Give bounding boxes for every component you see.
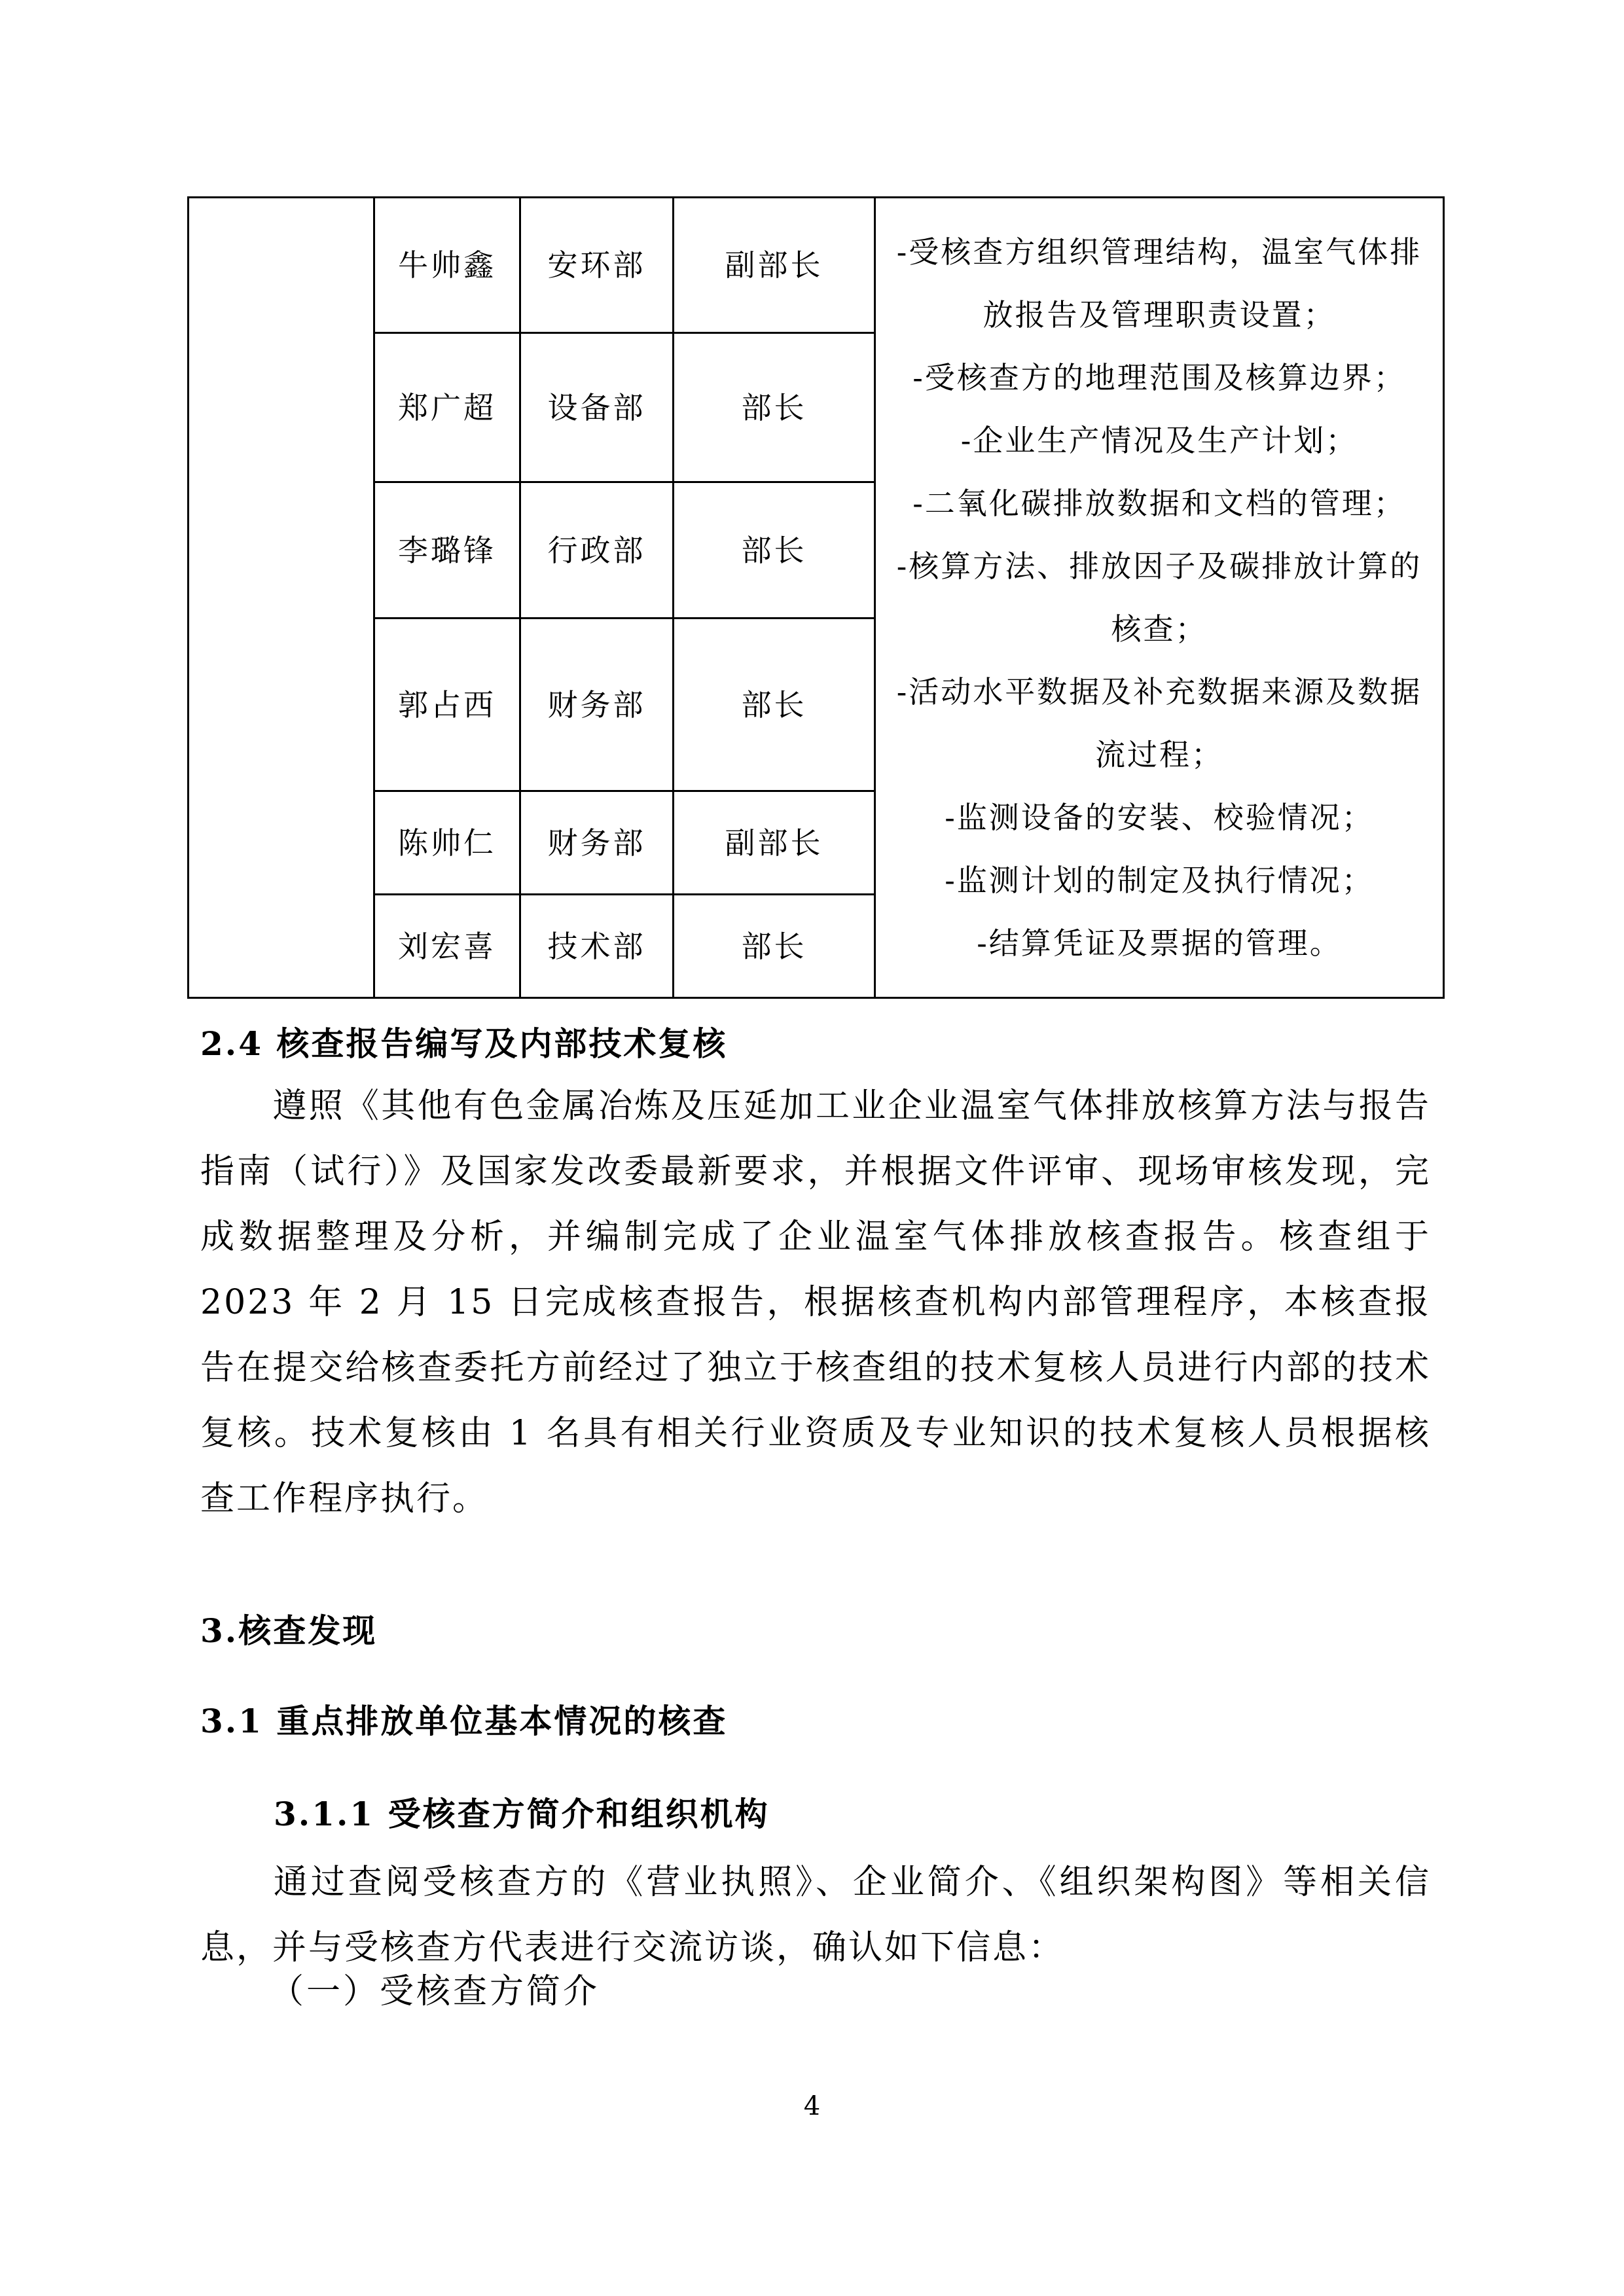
department-cell: 财务部	[520, 791, 674, 895]
content-line: -二氧化碳排放数据和文档的管理；	[912, 486, 1406, 521]
blank-role-cell	[189, 198, 374, 998]
name-cell: 李璐锋	[374, 482, 520, 619]
content-line: 流过程；	[1095, 737, 1223, 772]
name-cell: 郑广超	[374, 333, 520, 482]
content-line: -活动水平数据及补充数据来源及数据	[896, 674, 1422, 709]
content-line: -监测设备的安装、校验情况；	[945, 800, 1374, 835]
section-heading-3: 3.核查发现	[200, 1611, 378, 1650]
content-line: -受核查方组织管理结构，温室气体排	[896, 234, 1422, 270]
department-cell: 安环部	[520, 198, 674, 333]
position-cell: 部长	[674, 619, 875, 791]
name-cell: 牛帅鑫	[374, 198, 520, 333]
position-cell: 副部长	[674, 198, 875, 333]
section-2-4-paragraph	[200, 1073, 1431, 1532]
name-cell: 郭占西	[374, 619, 520, 791]
section-heading-3-1: 3.1 重点排放单位基本情况的核查	[200, 1702, 728, 1740]
name-cell: 刘宏喜	[374, 895, 520, 998]
position-cell: 部长	[674, 482, 875, 619]
audit-content-cell	[875, 198, 1444, 998]
department-cell: 技术部	[520, 895, 674, 998]
department-cell: 设备部	[520, 333, 674, 482]
position-cell: 副部长	[674, 791, 875, 895]
staff-table	[187, 196, 1445, 999]
position-cell: 部长	[674, 895, 875, 998]
content-line: 放报告及管理职责设置；	[983, 297, 1336, 332]
section-heading-2-4: 2.4 核查报告编写及内部技术复核	[200, 1024, 728, 1063]
paragraph-text: 遵照《其他有色金属冶炼及压延加工业企业温室气体排放核算方法与报告指南（试行）》及国家发改委最新要求，并根据文件评审、现场审核发现，完成数据整理及分析，并编制完成了企业温室气体排放核查报告。核查组于 2023 年 2 月 15 日完成核查报告，根据核查机构内部管理程序，本核查报告在提交给核查委托方前经过了独立于核查组的技术复核人员进行内部的技术复核。技术复核由 1 名具有相关行业资质及专业知识的技术复核人员根据核查工作程序执行。	[200, 1086, 1431, 1518]
content-line: -核算方法、排放因子及碳排放计算的	[896, 548, 1422, 584]
content-line: -企业生产情况及生产计划；	[960, 423, 1358, 458]
content-line: -监测计划的制定及执行情况；	[945, 863, 1374, 898]
position-cell: 部长	[674, 333, 875, 482]
content-line: -受核查方的地理范围及核算边界；	[912, 360, 1406, 395]
content-line: -结算凭证及票据的管理。	[977, 925, 1342, 961]
page-number: 4	[803, 2091, 821, 2121]
name-cell: 陈帅仁	[374, 791, 520, 895]
department-cell: 行政部	[520, 482, 674, 619]
department-cell: 财务部	[520, 619, 674, 791]
subsection-heading: （一）受核查方简介	[270, 1972, 600, 2011]
section-3-1-1-paragraph	[200, 1850, 1431, 1981]
content-line: 核查；	[1111, 611, 1208, 647]
section-heading-3-1-1: 3.1.1 受核查方简介和组织机构	[274, 1795, 770, 1833]
paragraph-text: 通过查阅受核查方的《营业执照》、企业简介、《组织架构图》等相关信息，并与受核查方代表进行交流访谈，确认如下信息：	[200, 1863, 1431, 1967]
table-row	[189, 198, 1444, 333]
